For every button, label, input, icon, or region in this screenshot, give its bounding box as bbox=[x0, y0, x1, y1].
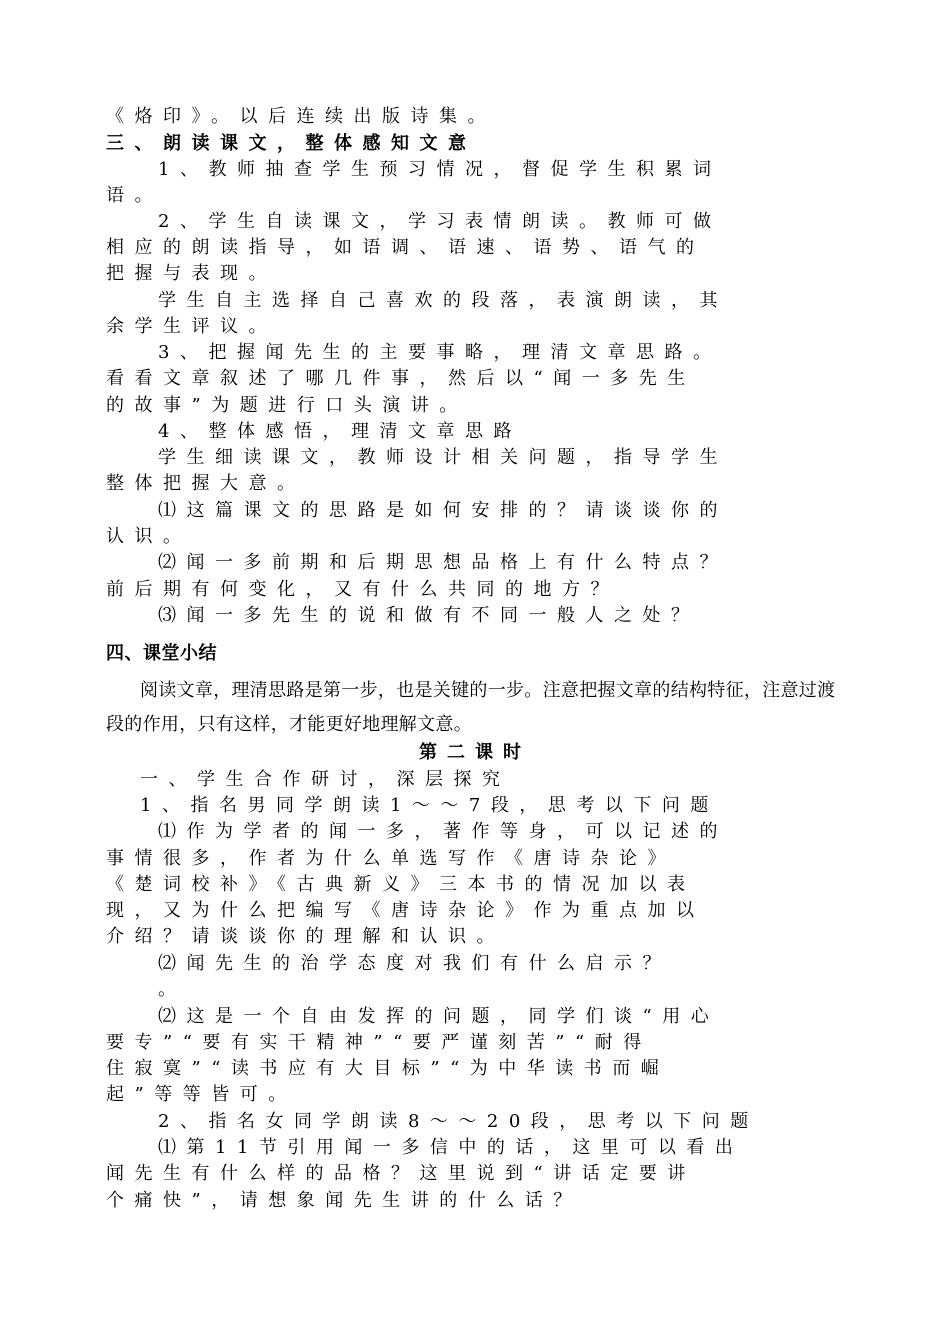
text-line-7: 把握与表现。 bbox=[106, 263, 277, 284]
lesson-title: 第二课时 bbox=[419, 742, 531, 763]
text-line-17: 认识。 bbox=[106, 526, 192, 547]
text-line-19: 前后期有何变化，又有什么共同的地方？ bbox=[106, 579, 619, 600]
text-line-9: 余学生评议。 bbox=[106, 316, 277, 337]
text-line-3: 1、教师抽查学生预习情况，督促学生积累词 bbox=[158, 159, 722, 180]
text-line-31: 介绍？请谈谈你的理解和认识。 bbox=[106, 926, 505, 947]
text-line-8: 学生自主选择自己喜欢的段落，表演朗读，其 bbox=[158, 290, 728, 311]
summary-line-1: 阅读文章，理清思路是第一步，也是关键的一步。注意把握文章的结构特征，注意过渡 bbox=[140, 680, 836, 701]
summary-line-2: 段的作用，只有这样，才能更好地理解文意。 bbox=[106, 714, 472, 735]
text-line-25: 一、学生合作研讨，深层探究 bbox=[140, 769, 511, 790]
text-line-1: 《烙印》。以后连续出版诗集。 bbox=[106, 106, 496, 127]
text-line-16: ⑴这篇课文的思路是如何安排的？请谈谈你的 bbox=[158, 500, 728, 521]
text-line-26: 1、指名男同学朗读1～～7段，思考以下问题 bbox=[140, 795, 719, 816]
text-line-6: 相应的朗读指导，如语调、语速、语势、语气的 bbox=[106, 237, 705, 258]
text-line-36: 住寂寞”“读书应有大目标”“为中华读书而崛 bbox=[106, 1058, 670, 1079]
text-line-5: 2、学生自读课文，学习表情朗读。教师可做 bbox=[158, 211, 722, 232]
text-line-35: 要专”“要有实干精神”“要严谨刻苦”“耐得 bbox=[106, 1032, 652, 1053]
text-line-29: 《楚词校补》《古典新义》三本书的情况加以表 bbox=[106, 874, 696, 895]
text-line-38: 2、指名女同学朗读8～～20段，思考以下问题 bbox=[158, 1111, 759, 1132]
text-line-33: 。 bbox=[158, 979, 187, 1000]
text-line-11: 看看文章叙述了哪几件事，然后以“闻一多先生 bbox=[106, 368, 696, 389]
text-line-20: ⑶闻一多先生的说和做有不同一般人之处？ bbox=[158, 605, 700, 626]
section-heading-3: 三、朗读课文，整体感知文意 bbox=[106, 133, 477, 154]
section-heading-4: 四、课堂小结 bbox=[106, 643, 217, 664]
text-line-39: ⑴第11节引用闻一多信中的话，这里可以看出 bbox=[158, 1137, 744, 1158]
text-line-41: 个痛快”，请想象闻先生讲的什么话？ bbox=[106, 1190, 582, 1211]
text-line-18: ⑵闻一多前期和后期思想品格上有什么特点？ bbox=[158, 552, 728, 573]
text-line-14: 学生细读课文，教师设计相关问题，指导学生 bbox=[158, 447, 728, 468]
text-line-12: 的故事”为题进行口头演讲。 bbox=[106, 395, 468, 416]
text-line-27: ⑴作为学者的闻一多，著作等身，可以记述的 bbox=[158, 821, 728, 842]
text-line-40: 闻先生有什么样的品格？这里说到“讲话定要讲 bbox=[106, 1163, 696, 1184]
text-line-30: 现，又为什么把编写《唐诗杂论》作为重点加以 bbox=[106, 900, 705, 921]
text-line-37: 起”等等皆可。 bbox=[106, 1084, 297, 1105]
text-line-15: 整体把握大意。 bbox=[106, 473, 306, 494]
text-line-13: 4、整体感悟，理清文章思路 bbox=[158, 421, 522, 442]
text-line-28: 事情很多，作者为什么单选写作《唐诗杂论》 bbox=[106, 848, 676, 869]
text-line-10: 3、把握闻先生的主要事略，理清文章思路。 bbox=[158, 342, 722, 363]
text-line-4: 语。 bbox=[106, 185, 163, 206]
text-line-32: ⑵闻先生的治学态度对我们有什么启示？ bbox=[158, 953, 671, 974]
text-line-34: ⑵这是一个自由发挥的问题，同学们谈“用心 bbox=[158, 1006, 720, 1027]
